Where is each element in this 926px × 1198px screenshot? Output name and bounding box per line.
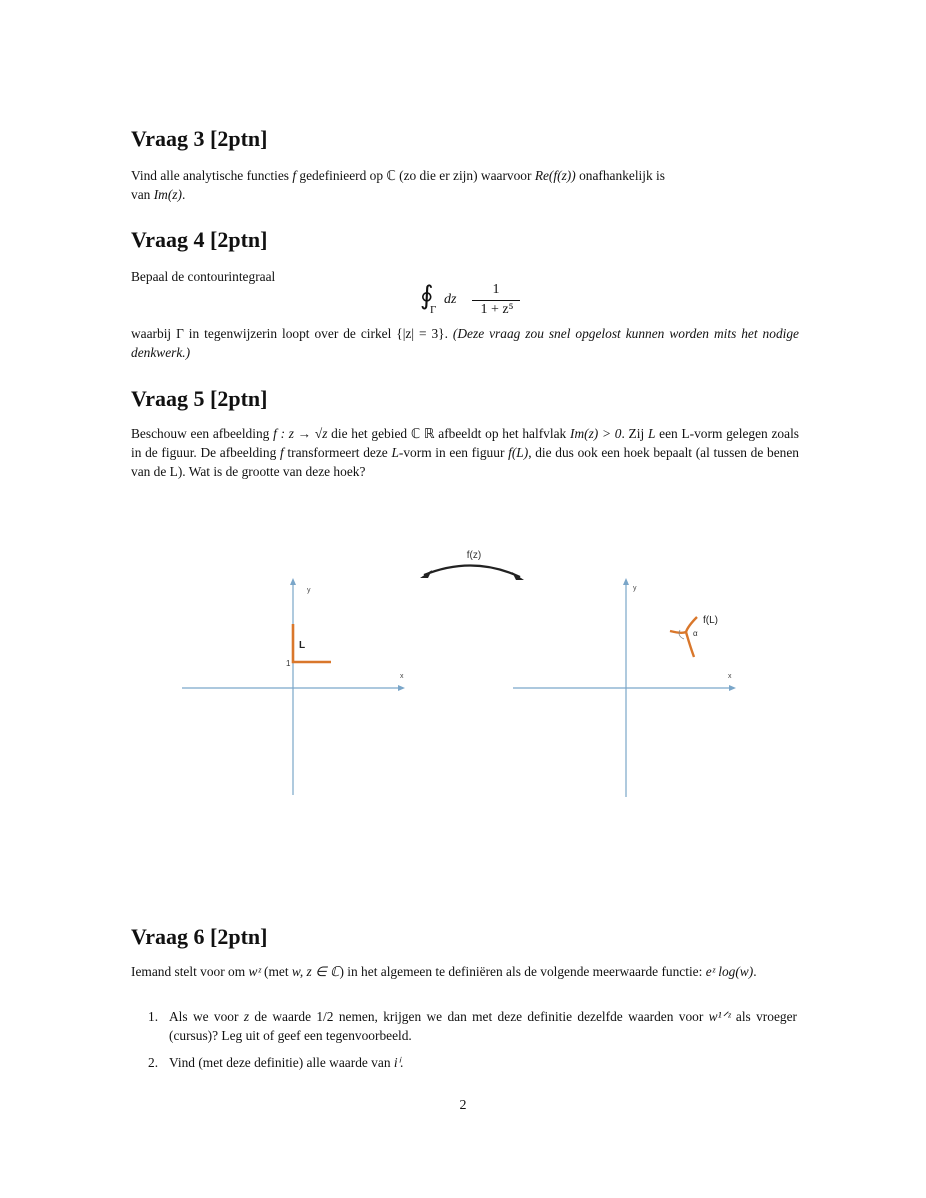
question-6-item-1 — [148, 1007, 798, 1047]
contour-integral-formula — [420, 282, 540, 322]
page-number: 2 — [459, 1098, 467, 1113]
contour-integral-symbol: ∮ — [420, 281, 434, 310]
left-x-arrow — [398, 685, 405, 691]
arrow-label: f(z) — [466, 550, 482, 561]
left-one-label: 1 — [286, 659, 291, 668]
question-6-item-2 — [148, 1053, 798, 1073]
question-5-title: Vraag 5 [2ptn] — [131, 386, 268, 411]
right-x-arrow — [729, 685, 736, 691]
question-6-title: Vraag 6 [2ptn] — [131, 924, 268, 949]
question-5-text: Beschouw een afbeelding f : z → √z die het gebied ℂ ℝ afbeeldt op het halfvlak Im(z) > 0. Zij L een L-vorm gelegen zoals in de figuur. De afbeelding f transformeert deze L-vorm in een figuur f(L), die dus ook een hoek bepaalt (al tussen de benen van de L). Wat is de grootte van deze hoek? — [131, 426, 800, 479]
fraction-bar — [472, 300, 520, 301]
question-4-text: waarbij Γ in tegenwijzerin loopt over de cirkel {|z| = 3}. (Deze vraag zou snel opgelost kunnen worden mits het nodige denkwerk.) — [131, 326, 799, 360]
question-3-title: Vraag 3 [2ptn] — [131, 126, 268, 151]
contour-gamma: Γ — [430, 304, 437, 316]
fraction-denominator: 1 + z⁵ — [480, 302, 514, 317]
integral-dz: dz — [444, 292, 457, 307]
mapping-arrow-right-head — [512, 572, 524, 580]
mapping-arrow-arc — [424, 565, 520, 577]
l-shape-label: L — [299, 640, 306, 651]
right-x-label: x — [728, 673, 732, 680]
fraction-numerator: 1 — [492, 282, 500, 297]
question-3-text: Vind alle analytische functies f gedefinieerd op ℂ (zo die er zijn) waarvoor Re(f(z)) onafhankelijk is van Im(z). — [131, 168, 665, 202]
left-x-label: x — [400, 673, 404, 680]
list-number: 1. — [148, 1009, 159, 1024]
mapping-figure — [0, 540, 926, 810]
list-item-text: Als we voor z de waarde 1/2 nemen, krijgen we dan met deze definitie dezelfde waarden voor w¹ᐟᶻ als vroeger (cursus)? Leg uit of geef een tegenvoorbeeld. — [169, 1009, 797, 1043]
alpha-label: α — [693, 629, 698, 638]
question-4-intro: Bepaal de contourintegraal — [131, 269, 276, 284]
left-y-arrow — [290, 578, 296, 585]
list-number: 2. — [148, 1055, 159, 1070]
fl-label: f(L) — [703, 615, 718, 626]
left-y-label: y — [307, 587, 311, 594]
mapping-arrow-left-head — [420, 570, 432, 578]
right-y-arrow — [623, 578, 629, 585]
list-item-text: Vind (met deze definitie) alle waarde van iⁱ. — [169, 1055, 404, 1070]
question-4-title: Vraag 4 [2ptn] — [131, 227, 268, 252]
right-y-label: y — [633, 585, 637, 592]
fl-angle-arc — [679, 630, 684, 639]
question-6-intro: Iemand stelt voor om wᶻ (met w, z ∈ ℂ) in het algemeen te definiëren als de volgende meerwaarde functie: eᶻ log(w). — [131, 964, 757, 979]
